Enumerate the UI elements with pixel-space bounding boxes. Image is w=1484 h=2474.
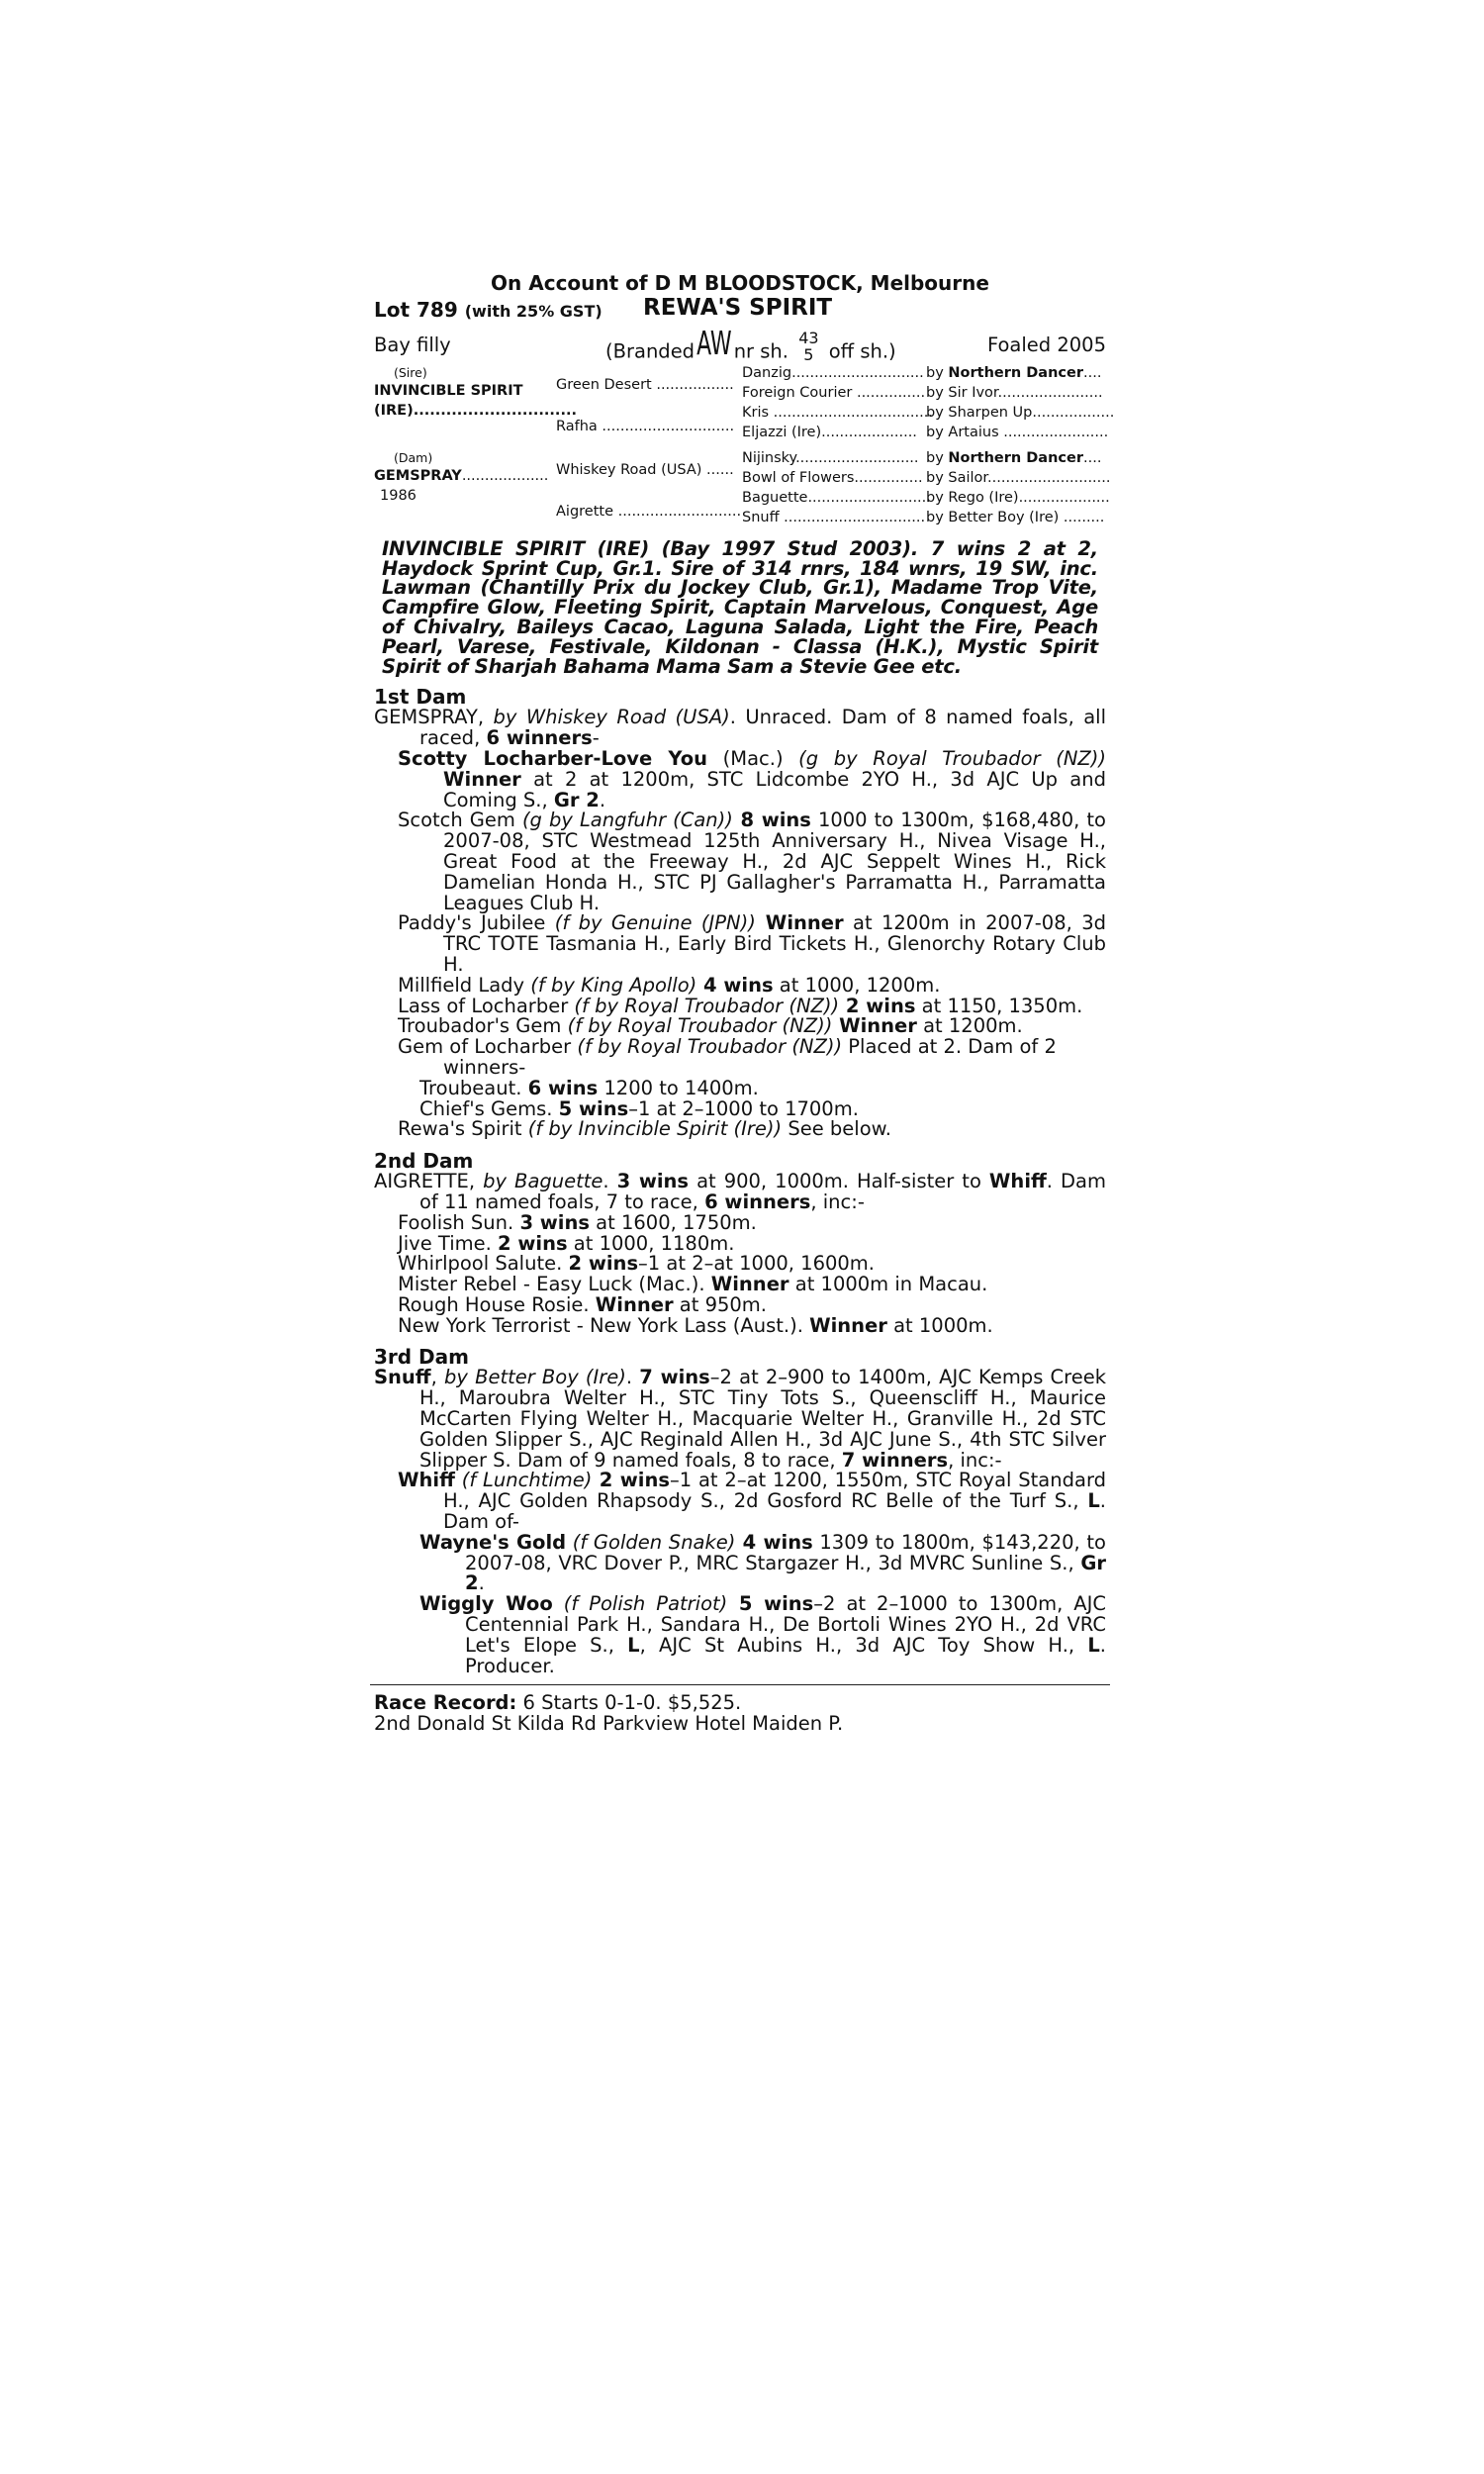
second-dam-name: AIGRETTE, xyxy=(374,1170,484,1193)
grand-progeny-record: –1 at 2–1000 to 1700m. xyxy=(628,1096,859,1120)
third-dam-record: –2 at 2–900 to 1400m, AJC Kemps Creek H., Maroubra Welter H., STC Tiny Tots S., Queenscliff H., Maurice McCarten Flying Welter H., Macquarie Welter H., Granville H., 2d STC Golden Slipper S., AJC Reginald Allen H., 3d AJC June S., 4th STC Silver Slipper S. Dam of 9 named foals, 8 to race, xyxy=(419,1366,1107,1472)
brand-fraction xyxy=(798,330,818,363)
progeny-name: Millfield Lady xyxy=(398,973,531,997)
progeny-grade: L xyxy=(1087,1489,1100,1513)
third-dam-name: Snuff xyxy=(374,1366,431,1389)
progeny-record: –1 at 2–at 1200, 1550m, STC Royal Standard H., AJC Golden Rhapsody S., 2d Gosford RC Belle of the Turf S., xyxy=(443,1469,1106,1513)
gst-note: (with 25% GST) xyxy=(464,301,603,321)
dam-dots: ................... xyxy=(461,467,549,484)
progeny-name: Whiff xyxy=(398,1469,455,1492)
third-dam-comma: , xyxy=(430,1366,444,1389)
brand-fraction-top: 43 xyxy=(798,328,819,347)
dam-year: 1986 xyxy=(380,487,417,504)
second-dam-winners: 6 winners xyxy=(704,1189,811,1213)
sire-suffix xyxy=(374,401,577,422)
ped-g3-2: Foreign Courier ............... xyxy=(742,384,926,401)
grand-progeny-entry xyxy=(374,1096,1106,1120)
ped-g4-8: by Better Boy (Ire) ......... xyxy=(926,509,1105,525)
progeny-sex-sire: (f by Genuine (JPN)) xyxy=(554,911,756,935)
brand-near: nr sh. xyxy=(733,339,788,363)
second-dam-record: at 900, 1000m. Half-sister to xyxy=(689,1170,989,1193)
progeny-wins: Winner xyxy=(832,1014,917,1038)
progeny-wins: 2 wins xyxy=(498,1231,568,1255)
third-dam-inc: , inc:- xyxy=(948,1448,1002,1472)
progeny-record: at 2 at 1200m, STC Lidcombe 2YO H., 3d AJC Up and Coming S., xyxy=(443,767,1106,811)
lot-number xyxy=(374,297,603,323)
progeny-wins: Winner xyxy=(710,1273,789,1296)
sire-label: (Sire) xyxy=(394,364,427,380)
progeny-entry xyxy=(374,746,1106,811)
progeny-entry xyxy=(374,1119,1106,1140)
second-dam-wins: 3 wins xyxy=(616,1170,690,1193)
sire-summary: INVINCIBLE SPIRIT (IRE) (Bay 1997 Stud 2003). 7 wins 2 at 2, Haydock Sprint Cup, Gr.1. Sire of 314 rnrs, 184 wnrs, 19 SW, inc. Lawman (Chantilly Prix du Jockey Club, Gr.1), Madame Trop Vite, Campfire Glow, Fleeting Spirit, Captain Marvelous, Conquest, Age of Chivalry, Baileys Cacao, Laguna Salada, Light the Fire, Peach Pearl, Varese, Festivale, Kildonan - Classa (H.K.), Mystic Spirit Spirit of Sharjah Bahama Mama Sam a Stevie Gee etc. xyxy=(382,536,1098,678)
progeny-entry xyxy=(374,1037,1106,1079)
progeny-record: See below. xyxy=(782,1117,891,1141)
progeny-record: at 950m. xyxy=(673,1292,767,1316)
description-line xyxy=(374,324,1106,363)
ped-g4-5-by: by xyxy=(926,449,949,466)
sire-name: INVINCIBLE SPIRIT xyxy=(374,382,523,399)
progeny-sex-sire: (f Lunchtime) xyxy=(454,1469,593,1492)
progeny-name: Mister Rebel - Easy Luck (Mac.). xyxy=(398,1273,711,1296)
progeny-wins: Winner xyxy=(595,1292,674,1316)
progeny-name: Paddy's Jubilee xyxy=(398,911,555,935)
first-dam-sire: by Whiskey Road (USA) xyxy=(493,706,730,729)
progeny-entry xyxy=(374,994,1106,1017)
progeny-wins: 2 wins xyxy=(592,1469,670,1492)
progeny-entry xyxy=(374,973,1106,997)
race-record-label: Race Record: xyxy=(374,1691,517,1715)
second-dam-heading: 2nd Dam xyxy=(374,1149,474,1174)
grand-progeny-grade-2: L xyxy=(1087,1633,1100,1657)
ped-g2-4: Aigrette ........................... xyxy=(556,503,742,520)
progeny-country: (Mac.) xyxy=(707,746,799,770)
third-dam-wins: 7 wins xyxy=(639,1366,710,1389)
ped-g3-3: Kris ................................... xyxy=(742,404,933,421)
second-dam-inc: , inc:- xyxy=(810,1189,865,1213)
grand-progeny-sex-sire: (f Golden Snake) xyxy=(566,1530,736,1554)
catalogue-page xyxy=(374,271,1115,1736)
grand-progeny-grade: Gr 2 xyxy=(465,1551,1106,1595)
grand-progeny-entry xyxy=(374,1594,1106,1676)
ped-g4-6: by Sailor........................... xyxy=(926,469,1111,486)
grand-progeny-name: Troubeaut. xyxy=(419,1076,528,1099)
progeny-wins: Winner xyxy=(443,767,521,791)
progeny-entry xyxy=(374,1275,1106,1295)
progeny-name: Foolish Sun. xyxy=(398,1210,520,1234)
brand-prefix: (Branded xyxy=(605,339,696,363)
first-dam-dash: - xyxy=(592,726,600,750)
ped-g2-2: Rafha ............................. xyxy=(556,418,735,434)
grand-progeny-wins: 5 wins xyxy=(727,1592,814,1616)
progeny-entry xyxy=(374,913,1106,975)
sex-colour: Bay filly xyxy=(374,333,451,356)
race-record xyxy=(374,1693,1106,1714)
grand-progeny-sex-sire: (f Polish Patriot) xyxy=(552,1592,728,1616)
pedigree-table xyxy=(374,363,1115,537)
progeny-name: Lass of Locharber xyxy=(398,994,575,1017)
third-dam-heading: 3rd Dam xyxy=(374,1345,469,1370)
ped-g4-5-dots: .... xyxy=(1083,449,1102,466)
ped-g4-1-by: by xyxy=(926,364,949,381)
grand-progeny-wins: 5 wins xyxy=(558,1096,629,1120)
progeny-entry xyxy=(374,1292,1106,1316)
ped-g3-6: Bowl of Flowers............... xyxy=(742,469,923,486)
divider-rule xyxy=(370,1684,1110,1685)
third-dam-intro xyxy=(374,1368,1106,1471)
first-dam-name: GEMSPRAY, xyxy=(374,706,494,729)
progeny-sex-sire: (f by Royal Troubador (NZ)) xyxy=(567,1014,833,1038)
dam-label: (Dam) xyxy=(394,449,433,465)
second-dam-sire: by Baguette xyxy=(483,1170,603,1193)
progeny-grade: Gr 2 xyxy=(553,788,600,811)
grand-progeny-name: Chief's Gems. xyxy=(419,1096,559,1120)
ped-g2-3: Whiskey Road (USA) ...... xyxy=(556,461,734,478)
ped-g4-5-name: Northern Dancer xyxy=(948,449,1083,466)
ped-g4-1-dots: .... xyxy=(1083,364,1102,381)
progeny-record: at 1000m. xyxy=(886,1313,993,1337)
ped-g4-7: by Rego (Ire).................... xyxy=(926,489,1110,506)
consignor-line: On Account of D M BLOODSTOCK, Melbourne xyxy=(491,271,989,295)
brand-mark: AW xyxy=(696,326,732,364)
progeny-entry xyxy=(374,1254,1106,1275)
first-dam-intro xyxy=(374,708,1106,749)
race-record-value: 6 Starts 0-1-0. $5,525. xyxy=(516,1691,742,1715)
grand-progeny-wins: 4 wins xyxy=(735,1530,813,1554)
ped-g2-1: Green Desert ................. xyxy=(556,376,734,393)
progeny-wins: 2 wins xyxy=(568,1252,639,1276)
progeny-name: Scotty Locharber-Love You xyxy=(398,746,708,770)
second-dam-sep: . xyxy=(603,1170,617,1193)
progeny-name: New York Terrorist - New York Lass (Aust.). xyxy=(398,1313,810,1337)
lot-label: Lot 789 xyxy=(374,297,458,322)
ped-g4-4: by Artaius ....................... xyxy=(926,424,1109,440)
progeny-record: Placed at 2. Dam of 2 winners- xyxy=(443,1035,1057,1079)
first-dam-record: . Unraced. Dam of 8 named foals, all raced, xyxy=(419,706,1106,750)
progeny-entry xyxy=(374,1210,1106,1234)
third-dam-winners: 7 winners xyxy=(841,1448,949,1472)
grand-progeny-record: 1309 to 1800m, $143,220, to 2007-08, VRC Dover P., MRC Stargazer H., 3d MVRC Sunline S., xyxy=(465,1530,1106,1574)
foaled-year: Foaled 2005 xyxy=(986,333,1106,356)
progeny-sex-sire: (f by King Apollo) xyxy=(530,973,697,997)
ped-g3-8: Snuff ............................... xyxy=(742,509,926,525)
progeny-record: at 1000, 1200m. xyxy=(773,973,941,997)
progeny-name: Gem of Locharber xyxy=(398,1035,578,1059)
third-dam-sep: . xyxy=(625,1366,640,1389)
ped-g4-5 xyxy=(926,448,1102,469)
grand-progeny-end: . xyxy=(478,1571,485,1595)
progeny-name: Scotch Gem xyxy=(398,809,522,832)
grand-progeny-name: Wayne's Gold xyxy=(419,1530,567,1554)
progeny-sex-sire: (f by Royal Troubador (NZ)) xyxy=(577,1035,843,1059)
ped-g3-1: Danzig............................. xyxy=(742,364,924,381)
progeny-sex-sire: (f by Invincible Spirit (Ire)) xyxy=(527,1117,783,1141)
progeny-record: at 1150, 1350m. xyxy=(915,994,1083,1017)
progeny-wins: Winner xyxy=(809,1313,887,1337)
horse-name: REWA'S SPIRIT xyxy=(643,294,833,321)
grand-progeny-record: 1200 to 1400m. xyxy=(598,1076,759,1099)
ped-g4-3: by Sharpen Up.................. xyxy=(926,404,1115,421)
progeny-entry xyxy=(374,1016,1106,1037)
progeny-end: . xyxy=(599,788,606,811)
second-dam-foals: . Dam of 11 named foals, 7 to race, xyxy=(419,1170,1106,1213)
progeny-wins: Winner xyxy=(755,911,844,935)
progeny-name: Troubador's Gem xyxy=(398,1014,568,1038)
lot-line xyxy=(374,294,1106,324)
progeny-entry xyxy=(374,810,1106,913)
grand-progeny-wins: 6 wins xyxy=(527,1076,599,1099)
ped-g3-4: Eljazzi (Ire)..................... xyxy=(742,424,917,440)
progeny-entry xyxy=(374,1471,1106,1532)
grand-progeny-more: , AJC St Aubins H., 3d AJC Toy Show H., xyxy=(639,1633,1088,1657)
grand-progeny-entry xyxy=(374,1076,1106,1099)
first-dam-winners: 6 winners xyxy=(486,726,593,750)
progeny-record: at 1000, 1180m. xyxy=(567,1231,735,1255)
grand-progeny-record: –2 at 2–1000 to 1300m, AJC Centennial Park H., Sandara H., De Bortoli Wines 2YO H., 2d VRC Let's Elope S., xyxy=(465,1592,1106,1657)
third-dam-sire: by Better Boy (Ire) xyxy=(443,1366,626,1389)
brand-fraction-bottom: 5 xyxy=(803,344,814,364)
dam-name-line xyxy=(374,466,549,487)
grand-progeny-end: . Producer. xyxy=(465,1633,1106,1677)
second-dam-relation: Whiff xyxy=(988,1170,1047,1193)
ped-g3-5: Nijinsky........................... xyxy=(742,449,919,466)
progeny-wins: 2 wins xyxy=(839,994,916,1017)
progeny-name: Rewa's Spirit xyxy=(398,1117,528,1141)
progeny-record: at 1200m. xyxy=(916,1014,1023,1038)
progeny-name: Jive Time. xyxy=(398,1231,499,1255)
brand-off: off sh.) xyxy=(828,339,896,363)
progeny-wins: 3 wins xyxy=(519,1210,590,1234)
progeny-entry xyxy=(374,1231,1106,1255)
second-dam-intro xyxy=(374,1172,1106,1213)
progeny-wins: 8 wins xyxy=(732,809,811,832)
dam-name: GEMSPRAY xyxy=(374,467,462,484)
ped-g4-1-name: Northern Dancer xyxy=(948,364,1083,381)
progeny-end: . Dam of- xyxy=(443,1489,1106,1534)
ped-g4-2: by Sir Ivor....................... xyxy=(926,384,1103,401)
sire-suffix-text: (IRE).............................. xyxy=(374,402,577,419)
first-dam-heading: 1st Dam xyxy=(374,685,467,710)
progeny-record: at 1200m in 2007-08, 3d TRC TOTE Tasmania H., Early Bird Tickets H., Glenorchy Rotary Club H. xyxy=(443,911,1106,976)
progeny-name: Rough House Rosie. xyxy=(398,1292,596,1316)
progeny-sex-sire: (g by Langfuhr (Can)) xyxy=(521,809,733,832)
progeny-record: at 1000m in Macau. xyxy=(788,1273,988,1296)
grand-progeny-entry xyxy=(374,1530,1106,1595)
grand-progeny-grade: L xyxy=(627,1633,640,1657)
progeny-record: –1 at 2–at 1000, 1600m. xyxy=(638,1252,875,1276)
race-record-placing: 2nd Donald St Kilda Rd Parkview Hotel Maiden P. xyxy=(374,1712,844,1736)
progeny-wins: 4 wins xyxy=(696,973,774,997)
progeny-sex-sire: (g by Royal Troubador (NZ)) xyxy=(798,746,1106,770)
grand-progeny-name: Wiggly Woo xyxy=(419,1592,553,1616)
progeny-record: at 1600, 1750m. xyxy=(589,1210,757,1234)
progeny-sex-sire: (f by Royal Troubador (NZ)) xyxy=(574,994,840,1017)
ped-g4-1 xyxy=(926,363,1102,384)
progeny-entry xyxy=(374,1313,1106,1337)
ped-g3-7: Baguette........................... xyxy=(742,489,931,506)
progeny-record: 1000 to 1300m, $168,480, to 2007-08, STC Westmead 125th Anniversary H., Nivea Visage H., Great Food at the Freeway H., 2d AJC Seppelt Wines H., Rick Damelian Honda H., STC PJ Gallagher's Parramatta H., Parramatta Leagues Club H. xyxy=(443,809,1106,914)
progeny-name: Whirlpool Salute. xyxy=(398,1252,569,1276)
